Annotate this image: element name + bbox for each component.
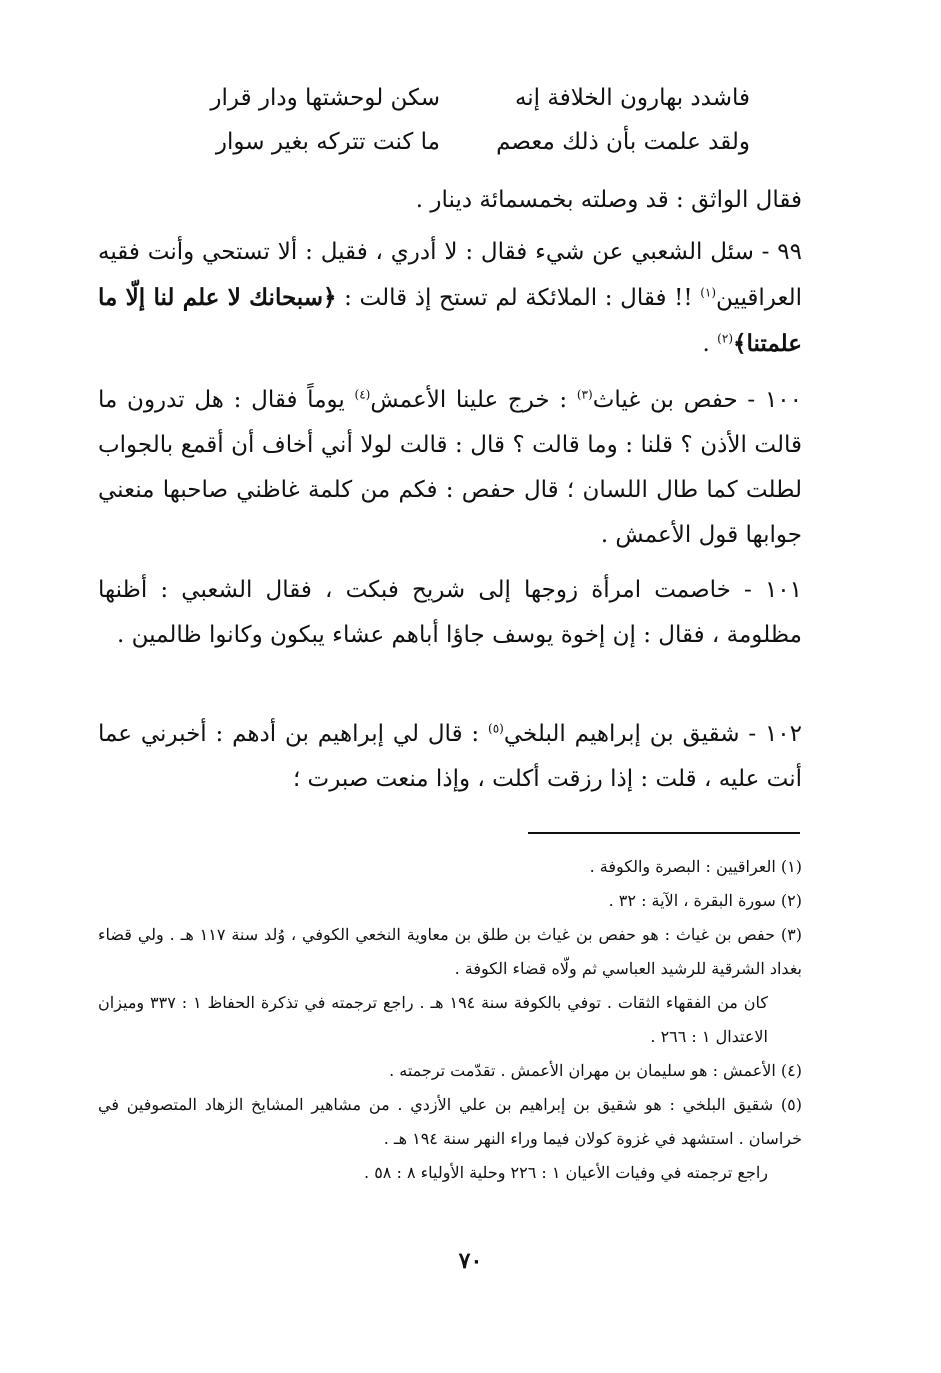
footnote-5-continued <box>98 1156 802 1190</box>
p99-text-a: ٩٩ - سئل الشعبي عن شيء فقال : لا أدري ، فقيل : ألا تستحي وأنت فقيه العراقيين <box>98 239 802 311</box>
p102-text-b: : قال لي إبراهيم بن أدهم : أخبرني عما أنت عليه ، قلت : إذا رزقت أكلت ، وإذا منعت صبرت ؛ <box>98 721 802 792</box>
paragraph-102 <box>98 712 802 802</box>
p101-text: ١٠١ - خاصمت امرأة زوجها إلى شريح فبكت ، فقال الشعبي : أظنها مظلومة ، فقال : إن إخوة يوسف جاؤا أباهم عشاء يبكون وكانوا ظالمين . <box>98 577 802 648</box>
footnote-3-text: حفص بن غياث : هو حفص بن غياث بن طلق بن معاوية النخعي الكوفي ، وُلد سنة ١١٧ هـ . ولي قضاء بغداد الشرقية للرشيد العباسي ثم ولّاه قضاء الكوفة . <box>98 925 802 978</box>
footnote-2-number: (٢) <box>780 891 802 910</box>
p100-text-c: يوماً فقال : هل تدرون ما قالت الأذن ؟ قلنا : وما قالت ؟ قال : قالت لولا أني أخاف أن أقمع بالجواب لطلت كما طال اللسان ؛ قال حفص : فكم من كلمة غاظني صاحبها منعني جوابها قول الأعمش . <box>98 387 802 548</box>
verse-2-first-hemistich: ولقد علمت بأن ذلك معصم <box>496 129 750 155</box>
footnote-1-text: العراقيين : البصرة والكوفة . <box>589 857 776 876</box>
footnote-5-text: شقيق البلخي : هو شقيق بن إبراهيم بن علي الأزدي . من مشاهير المشايخ الزهاد المتصوفين في خراسان . استشهد في غزوة كولان فيما وراء النهر سنة ١٩٤ هـ . <box>98 1095 802 1148</box>
footnote-4-text: الأعمش : هو سليمان بن مهران الأعمش . تقدّمت ترجمته . <box>389 1061 776 1080</box>
intro-line: فقال الواثق : قد وصلته بخمسمائة دينار . <box>415 187 802 213</box>
paragraph-99 <box>98 230 802 367</box>
verse-line-2 <box>150 122 750 162</box>
verse-1-second-hemistich: سكن لوحشتها ودار قرار <box>210 85 440 111</box>
footnote-3-continued <box>98 986 802 1054</box>
footnote-ref-1: (١) <box>700 285 717 300</box>
footnote-1-number: (١) <box>780 857 802 876</box>
footnote-3 <box>98 918 802 986</box>
p99-text-b: !! فقال : الملائكة لم تستح إذ قالت : <box>336 285 701 311</box>
footnote-ref-2: (٢) <box>717 331 733 346</box>
footnote-4-number: (٤) <box>780 1061 802 1080</box>
paragraph-100 <box>98 378 802 558</box>
verse-2-second-hemistich: ما كنت تتركه بغير سوار <box>215 129 440 155</box>
quran-quote: ﴿سبحانك لا علم لنا إلّا ما علمتنا﴾ <box>98 284 802 357</box>
footnote-3b-text: كان من الفقهاء الثقات . توفي بالكوفة سنة ١٩٤ هـ . راجع ترجمته في تذكرة الحفاظ ١ : ٣٣٧ وميزان الاعتدال ١ : ٢٦٦ . <box>98 993 768 1046</box>
footnote-2-text: سورة البقرة ، الآية : ٣٢ . <box>608 891 776 910</box>
footnote-2 <box>98 884 802 918</box>
paragraph-101 <box>98 568 802 658</box>
footnote-1 <box>98 850 802 884</box>
footnote-separator <box>528 832 800 834</box>
footnote-5-number: (٥) <box>780 1095 802 1114</box>
footnotes <box>98 850 802 1190</box>
p100-text-a: ١٠٠ - حفص بن غياث <box>592 387 802 413</box>
footnote-5b-text: راجع ترجمته في وفيات الأعيان ١ : ٢٢٦ وحلية الأولياء ٨ : ٥٨ . <box>364 1163 768 1182</box>
verse-line-1 <box>150 78 750 118</box>
p102-text-a: ١٠٢ - شقيق بن إبراهيم البلخي <box>503 721 803 747</box>
footnote-ref-3: (٣) <box>576 387 593 402</box>
page-number: ٧٠ <box>458 1248 483 1274</box>
verse-1-first-hemistich: فاشدد بهارون الخلافة إنه <box>514 85 750 111</box>
footnote-ref-5: (٥) <box>488 721 504 736</box>
footnote-ref-4: (٤) <box>354 387 371 402</box>
footnote-5 <box>98 1088 802 1156</box>
p99-text-c: . <box>702 331 718 357</box>
p100-text-b: : خرج علينا الأعمش <box>370 387 577 413</box>
footnote-4 <box>98 1054 802 1088</box>
footnote-3-number: (٣) <box>780 925 802 944</box>
